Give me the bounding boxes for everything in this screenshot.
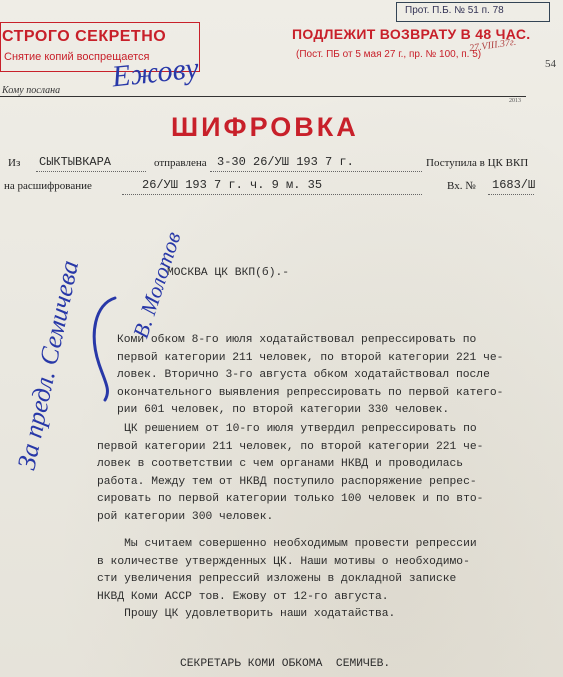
return-reference: (Пост. ПБ от 5 мая 27 г., пр. № 100, п. 5)	[296, 49, 482, 60]
handwritten-stamp-date: 27.VIII.37г.	[468, 36, 517, 55]
copy-notice: Снятие копий воспрещается	[4, 51, 150, 63]
dotted-line	[36, 171, 146, 172]
ink-stroke	[85, 294, 125, 404]
received-label: Поступила в ЦК ВКП	[426, 157, 529, 169]
handwritten-margin-note: За предл. Семичева	[11, 257, 85, 472]
incoming-label: Вх. №	[447, 180, 476, 192]
page-number: 54	[545, 58, 556, 70]
sent-to-label: Кому послана	[2, 85, 61, 96]
sent-to-handwritten: Ежову	[110, 51, 201, 94]
from-value: СЫКТЫВКАРА	[39, 155, 112, 169]
document-title: ШИФРОВКА	[171, 112, 359, 142]
incoming-value: 1683/Ш	[492, 178, 536, 192]
classification-label: СТРОГО СЕКРЕТНО	[2, 28, 167, 45]
paragraph-1: Коми обком 8-го июля ходатайствовал репрессировать по первой категории 211 человек, по второй категории 221 че- ловек. Вторично 3-го августа обком ходатайствовал после окончательного выявления репрессировать по первой катего- рии 601 человек, по второй категории 330 человек.	[117, 334, 504, 416]
form-code: 2013	[509, 98, 521, 104]
sent-label: отправлена	[154, 157, 207, 169]
handwritten-signature: В. Молотов	[127, 228, 186, 342]
return-notice: ПОДЛЕЖИТ ВОЗВРАТУ В 48 ЧАС.	[292, 26, 531, 42]
header-divider	[0, 96, 526, 97]
decode-value: 26/УШ 193 7 г. ч. 9 м. 35	[142, 178, 323, 192]
dotted-line	[210, 171, 422, 172]
paragraph-2: ЦК решением от 10-го июля утвердил репрессировать по первой категории 211 человек, по второй категории 221 че- ловек в соответствии с чем органами НКВД и проводилась работа. Между тем от НКВД поступило распоряжение репрес- сировать по первой категории только 100 человек и по вто- рой категории 300 человек.	[97, 423, 484, 523]
addressee: МОСКВА ЦК ВКП(б).-	[167, 267, 290, 279]
typed-signature: СЕКРЕТАРЬ КОМИ ОБКОМА СЕМИЧЕВ.	[180, 658, 391, 670]
dotted-line	[122, 194, 422, 195]
sent-value: 3-30 26/УШ 193 7 г.	[217, 155, 354, 169]
decode-label: на расшифрование	[4, 180, 92, 192]
paragraph-3: Мы считаем совершенно необходимым провести репрессии в количестве утвержденных ЦК. Наши мотивы о необходимо- сти увеличения репрессий изложены в докладной записке НКВД Коми АССР тов. Ежову от 12-го августа. Прошу ЦК удовлетворить наши ходатайства.	[97, 538, 477, 620]
archive-stamp: Прот. П.Б. № 51 п. 78	[396, 2, 550, 22]
from-label: Из	[8, 157, 21, 169]
dotted-line	[488, 194, 534, 195]
